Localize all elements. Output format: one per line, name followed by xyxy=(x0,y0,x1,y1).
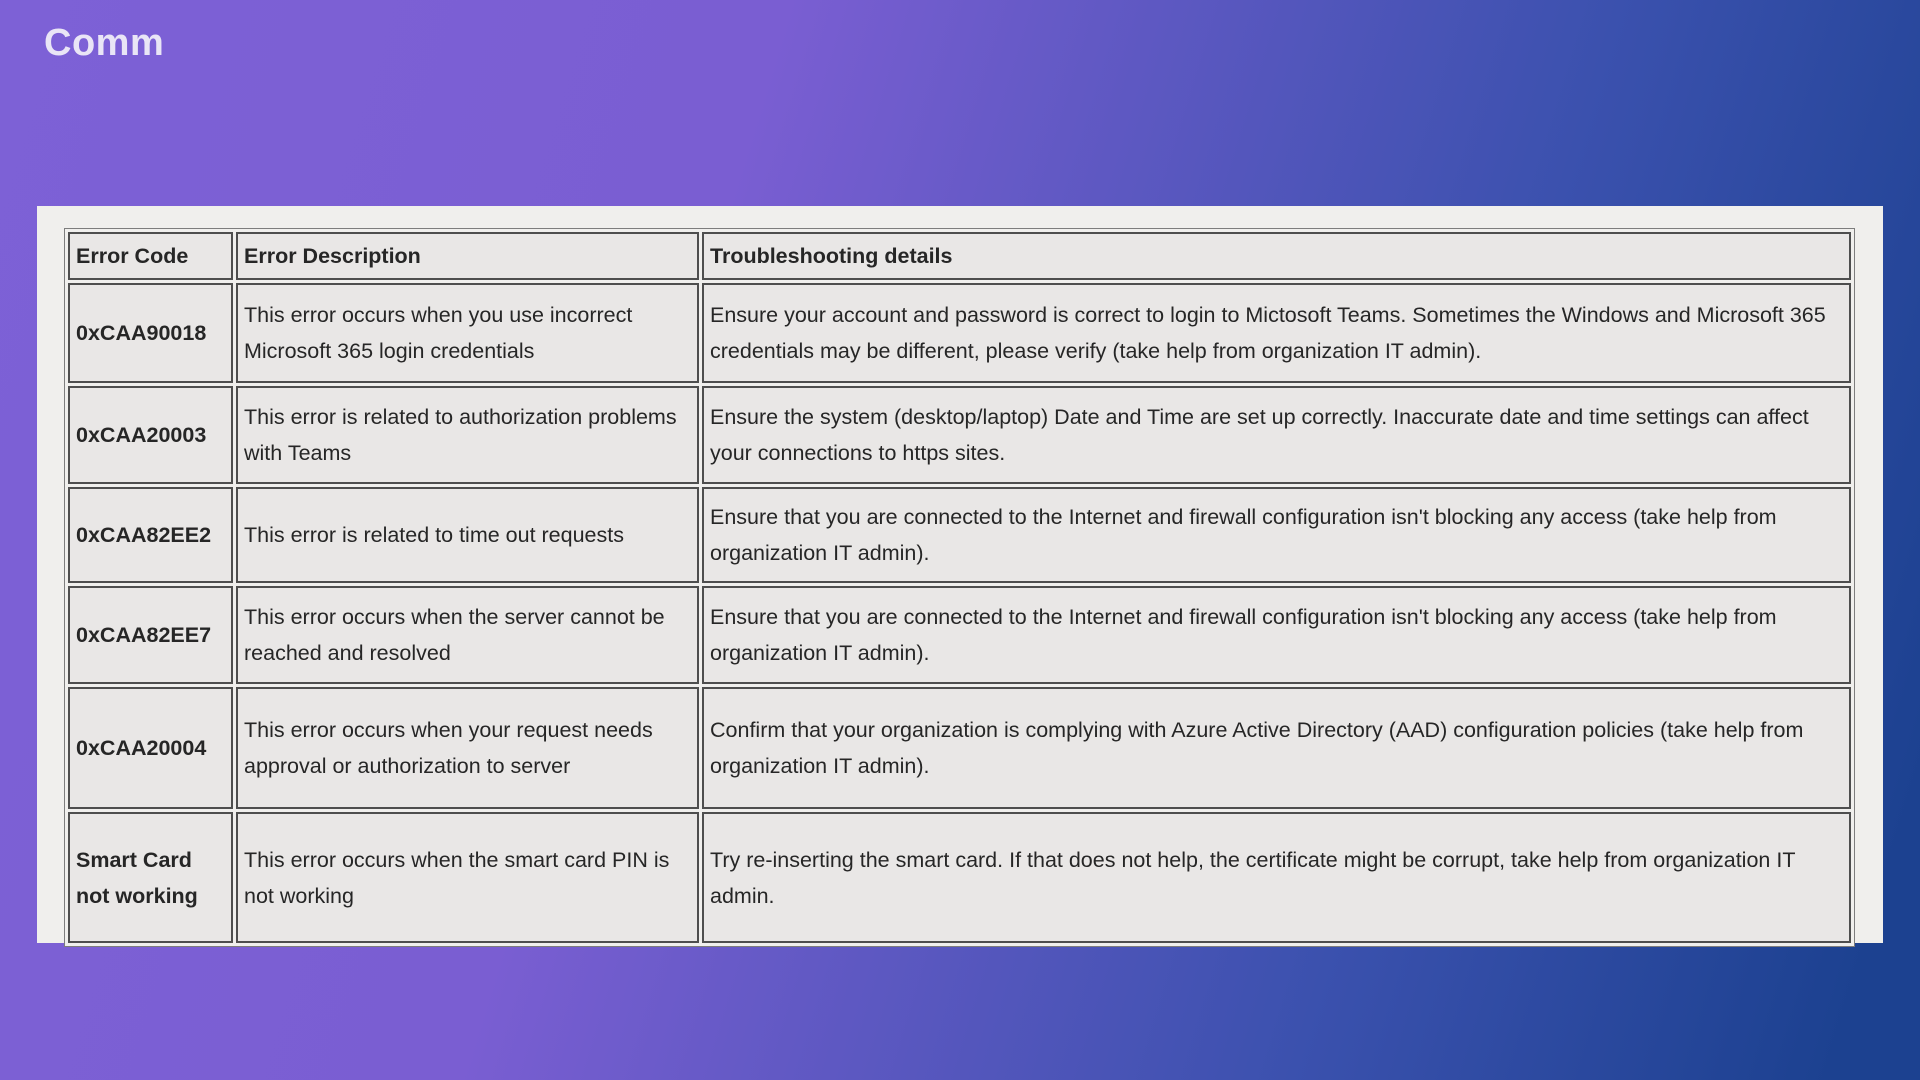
error-code-table xyxy=(64,228,1855,947)
table-row xyxy=(68,687,1851,809)
table-header-row xyxy=(68,232,1851,280)
error-description-cell: This error occurs when the server cannot be reached and resolved xyxy=(236,586,699,684)
error-description-cell: This error is related to authorization problems with Teams xyxy=(236,386,699,484)
troubleshooting-cell: Confirm that your organization is complying with Azure Active Directory (AAD) configuration policies (take help from organization IT admin). xyxy=(702,687,1851,809)
error-description-cell: This error is related to time out requests xyxy=(236,487,699,583)
troubleshooting-cell: Ensure that you are connected to the Internet and firewall configuration isn't blocking any access (take help from organization IT admin). xyxy=(702,586,1851,684)
troubleshooting-cell: Ensure your account and password is correct to login to Mictosoft Teams. Sometimes the Windows and Microsoft 365 credentials may be different, please verify (take help from organization IT admin). xyxy=(702,283,1851,383)
table-row xyxy=(68,487,1851,583)
content-panel xyxy=(37,206,1883,943)
error-code-cell: 0xCAA90018 xyxy=(68,283,233,383)
header-error-description: Error Description xyxy=(236,232,699,280)
error-description-cell: This error occurs when your request needs approval or authorization to server xyxy=(236,687,699,809)
header-troubleshooting-details: Troubleshooting details xyxy=(702,232,1851,280)
table-row xyxy=(68,386,1851,484)
header-error-code: Error Code xyxy=(68,232,233,280)
error-description-cell: This error occurs when you use incorrect Microsoft 365 login credentials xyxy=(236,283,699,383)
error-code-cell: 0xCAA20003 xyxy=(68,386,233,484)
error-description-cell: This error occurs when the smart card PIN is not working xyxy=(236,812,699,943)
error-code-cell: 0xCAA20004 xyxy=(68,687,233,809)
troubleshooting-cell: Ensure that you are connected to the Internet and firewall configuration isn't blocking any access (take help from organization IT admin). xyxy=(702,487,1851,583)
table-row xyxy=(68,283,1851,383)
table-row xyxy=(68,812,1851,943)
troubleshooting-cell: Ensure the system (desktop/laptop) Date and Time are set up correctly. Inaccurate date and time settings can affect your connections to https sites. xyxy=(702,386,1851,484)
error-code-cell: Smart Card not working xyxy=(68,812,233,943)
table-row xyxy=(68,586,1851,684)
error-code-cell: 0xCAA82EE2 xyxy=(68,487,233,583)
error-code-cell: 0xCAA82EE7 xyxy=(68,586,233,684)
troubleshooting-cell: Try re-inserting the smart card. If that does not help, the certificate might be corrupt, take help from organization IT admin. xyxy=(702,812,1851,943)
page-title: Comm xyxy=(44,22,165,64)
